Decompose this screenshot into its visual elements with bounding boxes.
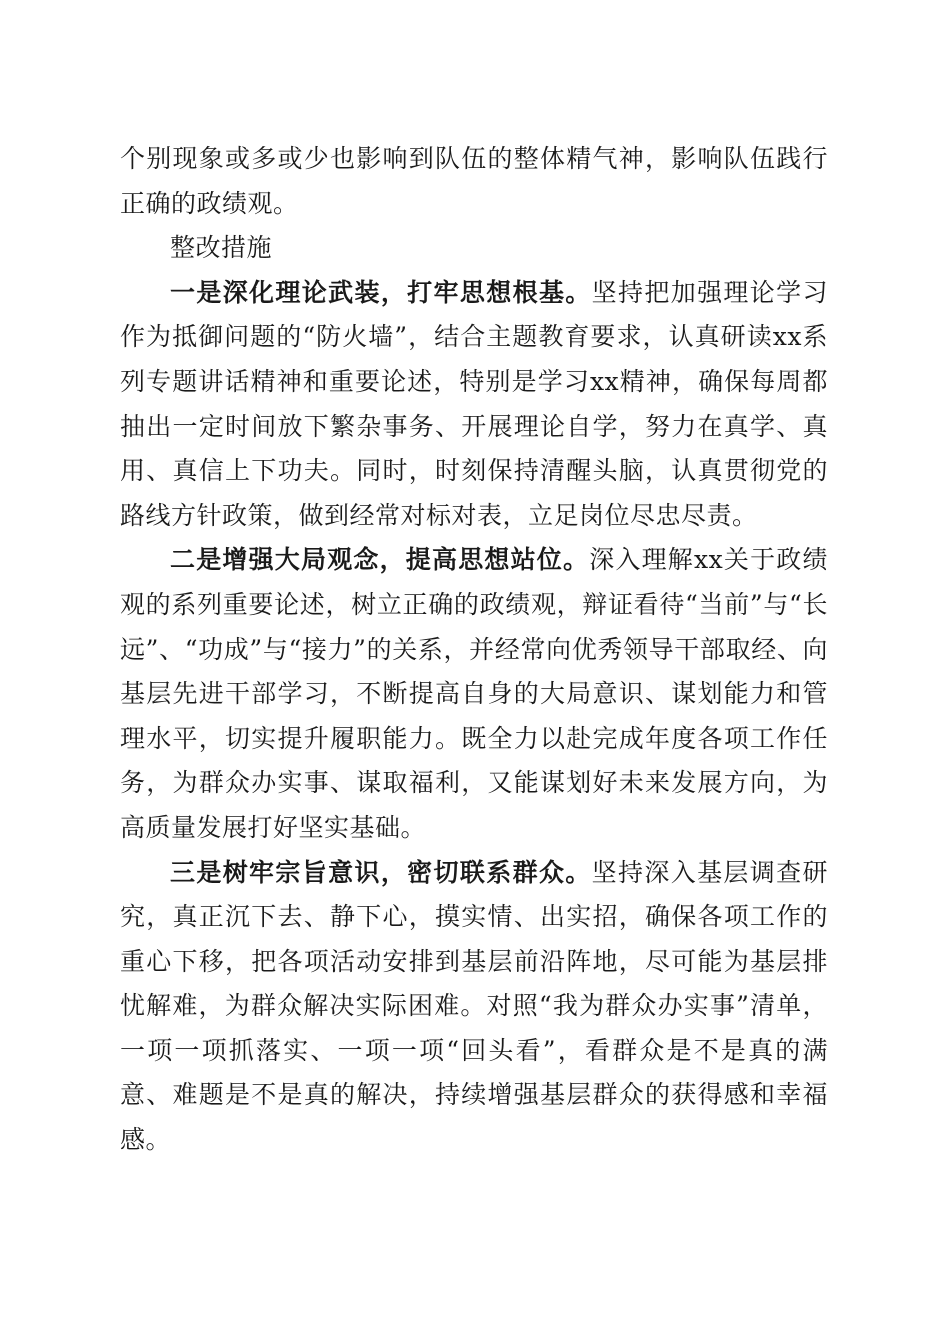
paragraph-lead-sentence: 二是增强大局观念，提高思想站位。 <box>170 545 590 575</box>
paragraph-measure-one <box>120 271 828 539</box>
paragraph-lead-sentence: 一是深化理论武装，打牢思想根基。 <box>170 277 592 307</box>
paragraph-text: 坚持把加强理论学习作为抵御问题的“防火墙”，结合主题教育要求，认真研读xx系列专题讲话精神和重要论述，特别是学习xx精神，确保每周都抽出一定时间放下繁杂事务、开展理论自学，努力在真学、真用、真信上下功夫。同时，时刻保持清醒头脑，认真贯彻党的路线方针政策，做到经常对标对表，立足岗位尽忠尽责。 <box>120 277 828 530</box>
paragraph-text: 深入理解xx关于政绩观的系列重要论述，树立正确的政绩观，辩证看待“当前”与“长远”、“功成”与“接力”的关系，并经常向优秀领导干部取经、向基层先进干部学习，不断提高自身的大局意识、谋划能力和管理水平，切实提升履职能力。既全力以赴完成年度各项工作任务，为群众办实事、谋取福利，又能谋划好未来发展方向，为高质量发展打好坚实基础。 <box>120 545 828 842</box>
paragraph-text: 个别现象或多或少也影响到队伍的整体精气神，影响队伍践行正确的政绩观。 <box>120 144 828 218</box>
paragraph-measure-two <box>120 538 828 850</box>
paragraph-text: 坚持深入基层调查研究，真正沉下去、静下心，摸实情、出实招，确保各项工作的重心下移，把各项活动安排到基层前沿阵地，尽可能为基层排忧解难，为群众解决实际困难。对照“我为群众办实事”清单，一项一项抓落实、一项一项“回头看”，看群众是不是真的满意、难题是不是真的解决，持续增强基层群众的获得感和幸福感。 <box>120 857 828 1155</box>
paragraph-lead-sentence: 三是树牢宗旨意识，密切联系群众。 <box>170 857 592 887</box>
paragraph-measure-three <box>120 851 828 1163</box>
section-heading-rectification-measures <box>120 226 828 271</box>
paragraph-continuation <box>120 137 828 226</box>
document-body <box>120 137 828 1163</box>
section-heading-text: 整改措施 <box>170 233 273 263</box>
